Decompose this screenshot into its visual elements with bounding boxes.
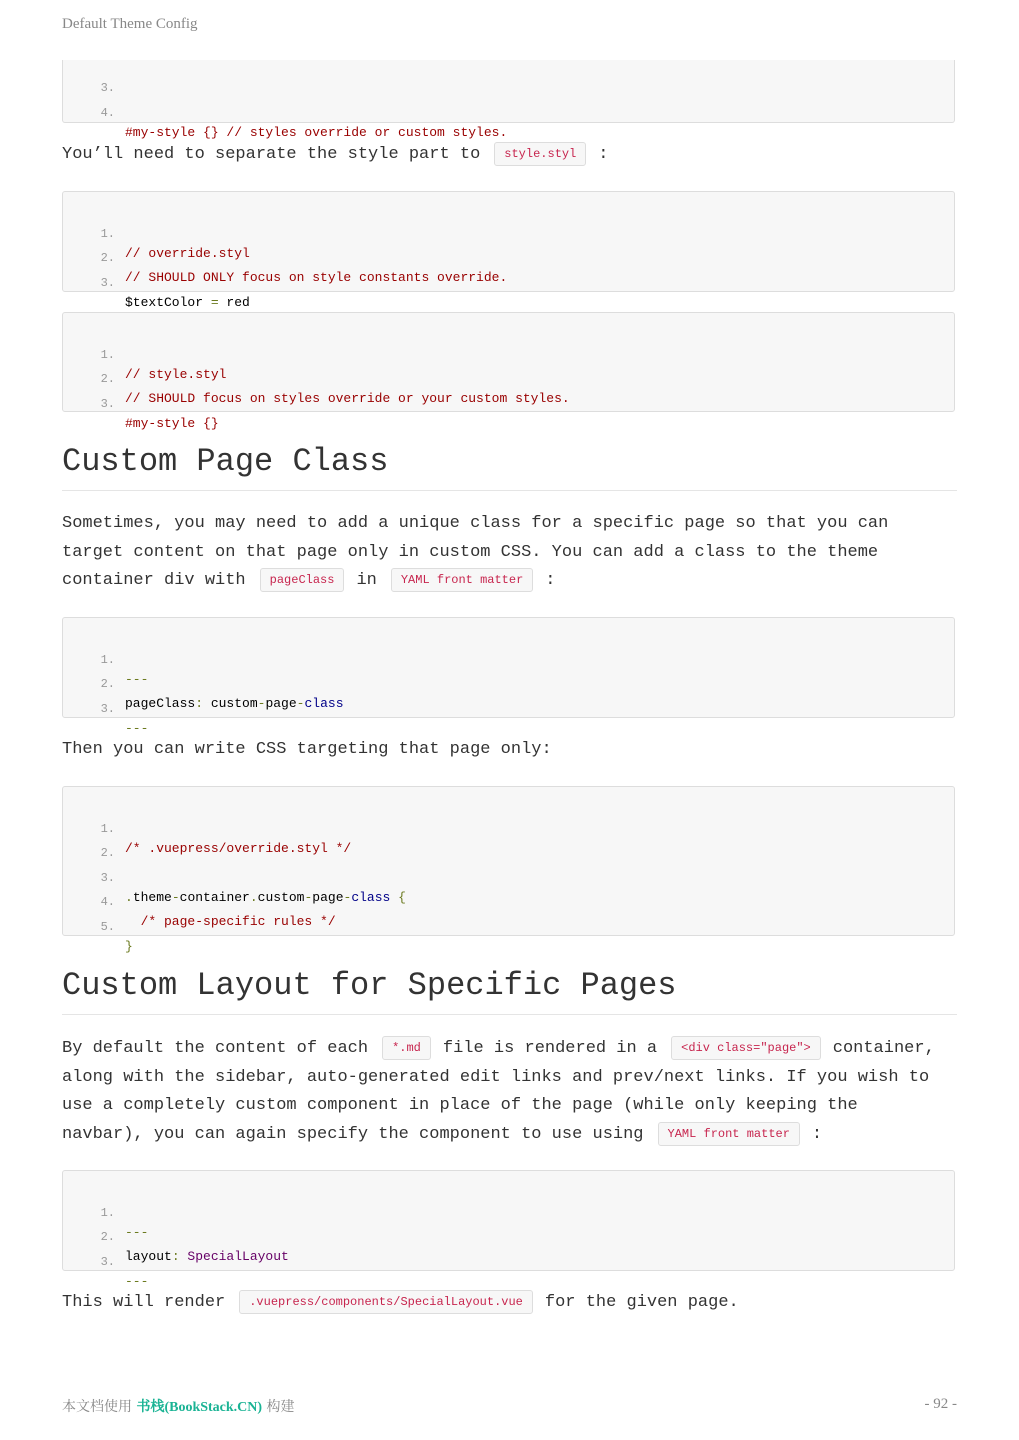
heading-custom-layout: Custom Layout for Specific Pages bbox=[62, 967, 957, 1015]
code-line bbox=[63, 204, 250, 261]
line-number: 5. bbox=[100, 920, 115, 934]
code-text: // override.styl bbox=[125, 246, 250, 261]
code-line bbox=[63, 374, 219, 431]
paragraph-style-separation: You’ll need to separate the style part to style.styl : bbox=[62, 141, 962, 170]
code-text: pageClass: custom-page-class bbox=[125, 696, 344, 711]
code-text: /* .vuepress/override.styl */ bbox=[125, 841, 352, 856]
code-text: --- bbox=[125, 1225, 149, 1240]
code-text: #my-style {} // styles override or custom styles. bbox=[125, 125, 508, 140]
line-number: 1. bbox=[100, 653, 115, 667]
line-number: 1. bbox=[100, 348, 115, 362]
code-line bbox=[63, 1232, 149, 1289]
code-block-override-styl bbox=[62, 191, 955, 310]
paragraph-render-component: This will render .vuepress/components/SpecialLayout.vue for the given page. bbox=[62, 1289, 962, 1318]
code-text: --- bbox=[125, 721, 149, 736]
inline-code-pageclass: pageClass bbox=[260, 568, 345, 592]
inline-code-special-layout-vue: .vuepress/components/SpecialLayout.vue bbox=[239, 1290, 533, 1314]
code-line bbox=[63, 679, 149, 736]
code-line bbox=[63, 897, 133, 954]
code-text: #my-style {} bbox=[125, 416, 219, 431]
inline-code-md: *.md bbox=[382, 1036, 431, 1060]
code-line bbox=[63, 630, 149, 687]
line-number: 1. bbox=[100, 1206, 115, 1220]
code-block-style-continuation bbox=[62, 60, 955, 140]
paragraph-custom-layout: By default the content of each *.md file is rendered in a <div class="page"> container, along with the sidebar, auto-generated edit links and prev/next links. If you wish to use a completely custom component in place of the page (while only keeping the navbar), you can again specify the component to use using YAML front matter : bbox=[62, 1035, 962, 1149]
line-number: 3. bbox=[100, 276, 115, 290]
line-number: 4. bbox=[100, 106, 115, 120]
code-text: --- bbox=[125, 1274, 149, 1289]
line-number: 2. bbox=[100, 677, 115, 691]
line-number: 3. bbox=[100, 871, 115, 885]
code-text: // style.styl bbox=[125, 367, 227, 382]
paragraph-page-class: Sometimes, you may need to add a unique class for a specific page so that you can target content on that page only in custom CSS. You can add a class to the theme container div with pageClass in YAML front matter : bbox=[62, 514, 889, 590]
code-block-page-class-yaml bbox=[62, 617, 955, 736]
line-number: 2. bbox=[100, 1230, 115, 1244]
code-line bbox=[63, 325, 227, 382]
inline-code-yaml-front-matter: YAML front matter bbox=[658, 1122, 800, 1146]
code-text: /* page-specific rules */ bbox=[125, 914, 336, 929]
code-line bbox=[63, 654, 344, 711]
line-number: 3. bbox=[100, 397, 115, 411]
code-text: layout: SpecialLayout bbox=[125, 1249, 289, 1264]
code-line bbox=[63, 823, 115, 860]
line-number: 3. bbox=[100, 1255, 115, 1269]
code-text: $textColor = red bbox=[125, 295, 250, 310]
line-number: 1. bbox=[100, 227, 115, 241]
code-line bbox=[63, 58, 115, 95]
line-number: 2. bbox=[100, 251, 115, 265]
inline-code-div-page: <div class="page"> bbox=[671, 1036, 821, 1060]
code-block-style-styl bbox=[62, 312, 955, 431]
running-header: Default Theme Config bbox=[62, 16, 198, 32]
inline-code-yaml-front-matter: YAML front matter bbox=[391, 568, 533, 592]
line-number: 2. bbox=[100, 846, 115, 860]
line-number: 3. bbox=[100, 81, 115, 95]
code-line bbox=[63, 799, 352, 856]
line-number: 4. bbox=[100, 895, 115, 909]
heading-custom-page-class: Custom Page Class bbox=[62, 443, 957, 491]
inline-code-style-styl: style.styl bbox=[494, 142, 586, 166]
code-line bbox=[63, 1183, 149, 1240]
code-text: // SHOULD focus on styles override or your custom styles. bbox=[125, 391, 570, 406]
page-number: - 92 - bbox=[924, 1396, 957, 1412]
line-number: 3. bbox=[100, 702, 115, 716]
code-line bbox=[63, 83, 508, 140]
line-number: 1. bbox=[100, 822, 115, 836]
code-text: .theme-container.custom-page-class { bbox=[125, 890, 406, 905]
line-number: 2. bbox=[100, 372, 115, 386]
code-text: // SHOULD ONLY focus on style constants override. bbox=[125, 270, 508, 285]
code-text: } bbox=[125, 939, 133, 954]
code-text: --- bbox=[125, 672, 149, 687]
paragraph-css-targeting: Then you can write CSS targeting that page only: bbox=[62, 740, 552, 759]
footer-brand-link[interactable]: 书栈(BookStack.CN) bbox=[136, 1400, 263, 1415]
footer-credit: 本文档使用 书栈(BookStack.CN) 构建 bbox=[62, 1399, 295, 1415]
code-block-layout-yaml bbox=[62, 1170, 955, 1289]
code-line bbox=[63, 1207, 289, 1264]
code-block-override-css bbox=[62, 786, 955, 954]
